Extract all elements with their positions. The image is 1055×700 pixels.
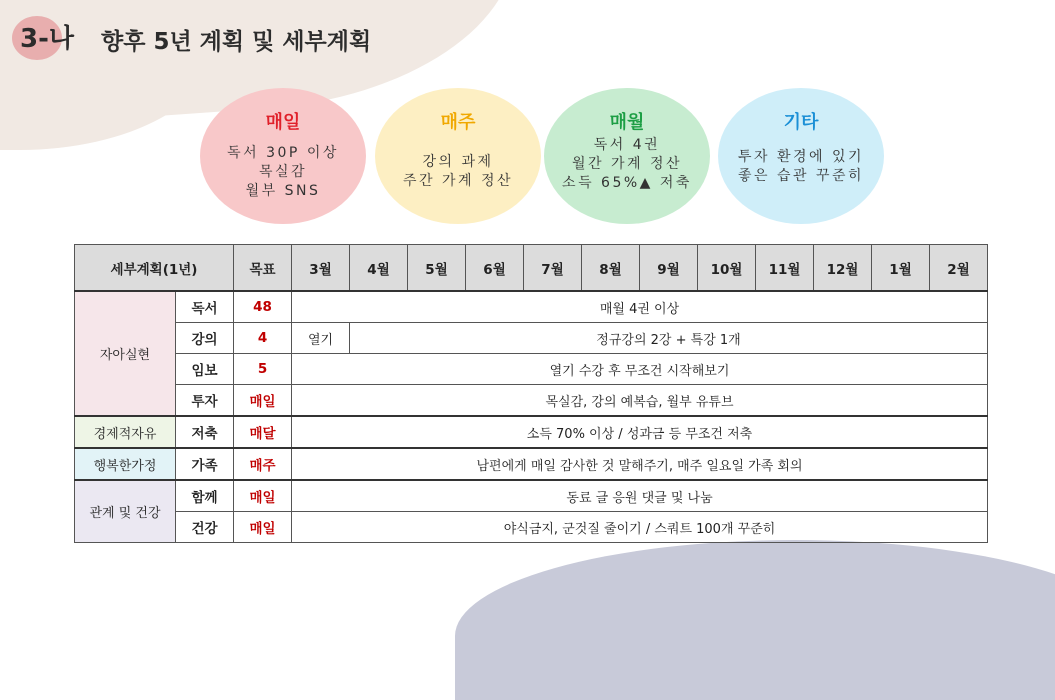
bubble-heading: 매일 bbox=[265, 112, 301, 133]
row-label: 건강 bbox=[176, 512, 234, 543]
row-plan: 정규강의 2강 + 특강 1개 bbox=[350, 323, 988, 354]
header-month: 4월 bbox=[350, 245, 408, 292]
table-header-row bbox=[75, 245, 988, 292]
header-month: 5월 bbox=[408, 245, 466, 292]
header-month: 8월 bbox=[582, 245, 640, 292]
header-goal: 목표 bbox=[234, 245, 292, 292]
section-number: 3-나 bbox=[20, 24, 74, 54]
row-goal: 매일 bbox=[234, 512, 292, 543]
row-plan: 동료 글 응원 댓글 및 나눔 bbox=[292, 480, 988, 512]
header-month: 11월 bbox=[756, 245, 814, 292]
bubble-line: 주간 가계 정산 bbox=[402, 173, 514, 189]
row-goal: 48 bbox=[234, 291, 292, 323]
header-month: 7월 bbox=[524, 245, 582, 292]
bubble-etc bbox=[718, 88, 884, 224]
row-plan-march: 열기 bbox=[292, 323, 350, 354]
header-month: 12월 bbox=[814, 245, 872, 292]
bubble-line: 독서 30P 이상 bbox=[227, 145, 339, 161]
header-month: 1월 bbox=[872, 245, 930, 292]
category-relationships-health: 관계 및 건강 bbox=[75, 480, 176, 543]
row-plan: 매월 4권 이상 bbox=[292, 291, 988, 323]
row-label: 저축 bbox=[176, 416, 234, 448]
table-row bbox=[75, 354, 988, 385]
row-goal: 매주 bbox=[234, 448, 292, 480]
row-plan: 야식금지, 군것질 줄이기 / 스쿼트 100개 꾸준히 bbox=[292, 512, 988, 543]
bubble-line: 월부 SNS bbox=[245, 183, 321, 199]
category-economic-freedom: 경제적자유 bbox=[75, 416, 176, 448]
row-label: 함께 bbox=[176, 480, 234, 512]
row-plan: 소득 70% 이상 / 성과금 등 무조건 저축 bbox=[292, 416, 988, 448]
bubble-line: 소득 65%▲ 저축 bbox=[562, 175, 692, 191]
row-goal: 5 bbox=[234, 354, 292, 385]
header-plan: 세부계획(1년) bbox=[75, 245, 234, 292]
row-label: 독서 bbox=[176, 291, 234, 323]
category-self-realization: 자아실현 bbox=[75, 291, 176, 416]
table-row bbox=[75, 291, 988, 323]
bubble-line: 월간 가계 정산 bbox=[571, 156, 683, 172]
bubble-line: 강의 과제 bbox=[422, 154, 494, 170]
row-goal: 매일 bbox=[234, 480, 292, 512]
table-row bbox=[75, 448, 988, 480]
page-title: 향후 5년 계획 및 세부계획 bbox=[101, 29, 372, 55]
bubble-line: 투자 환경에 있기 bbox=[737, 149, 865, 165]
table-row bbox=[75, 323, 988, 354]
bubble-daily bbox=[200, 88, 366, 224]
background-shape-bottom bbox=[455, 540, 1055, 700]
row-goal: 4 bbox=[234, 323, 292, 354]
bubble-heading: 매월 bbox=[609, 112, 645, 133]
header-month: 10월 bbox=[698, 245, 756, 292]
bubble-heading: 매주 bbox=[440, 112, 476, 133]
row-goal: 매달 bbox=[234, 416, 292, 448]
header-month: 9월 bbox=[640, 245, 698, 292]
row-plan: 열기 수강 후 무조건 시작해보기 bbox=[292, 354, 988, 385]
bubble-line: 좋은 습관 꾸준히 bbox=[737, 168, 865, 184]
header-month: 6월 bbox=[466, 245, 524, 292]
row-label: 임보 bbox=[176, 354, 234, 385]
header-month: 2월 bbox=[930, 245, 988, 292]
row-plan: 남편에게 매일 감사한 것 말해주기, 매주 일요일 가족 회의 bbox=[292, 448, 988, 480]
table-row bbox=[75, 385, 988, 417]
table-row bbox=[75, 512, 988, 543]
table-row bbox=[75, 480, 988, 512]
row-label: 가족 bbox=[176, 448, 234, 480]
row-label: 강의 bbox=[176, 323, 234, 354]
row-goal: 매일 bbox=[234, 385, 292, 417]
table-row bbox=[75, 416, 988, 448]
category-happy-family: 행복한가정 bbox=[75, 448, 176, 480]
bubble-weekly bbox=[375, 88, 541, 224]
bubble-heading: 기타 bbox=[783, 112, 819, 133]
bubble-line: 독서 4권 bbox=[593, 137, 661, 153]
row-plan: 목실감, 강의 예복습, 월부 유튜브 bbox=[292, 385, 988, 417]
yearly-plan-table bbox=[74, 244, 988, 543]
bubble-monthly bbox=[544, 88, 710, 224]
bubble-line: 목실감 bbox=[258, 164, 308, 180]
header-month: 3월 bbox=[292, 245, 350, 292]
row-label: 투자 bbox=[176, 385, 234, 417]
